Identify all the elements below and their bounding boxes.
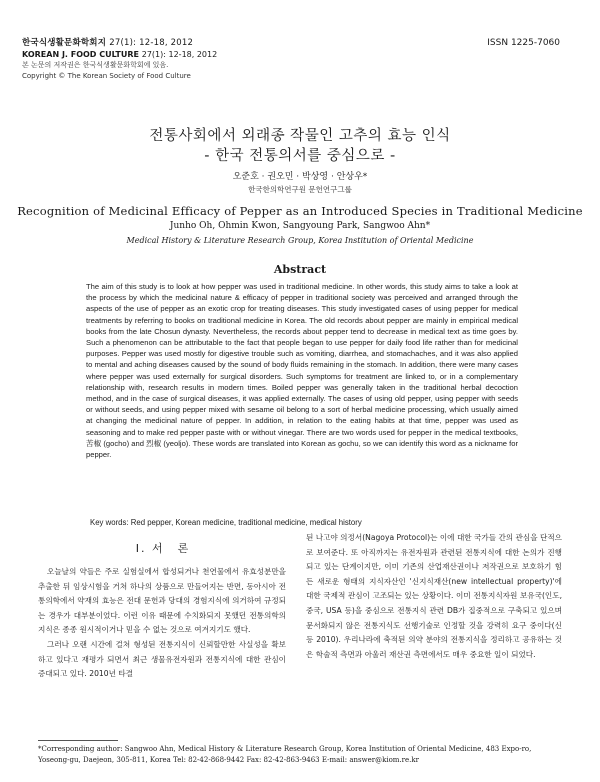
journal-volume-en: 27(1): 12-18, 2012 — [141, 50, 218, 59]
affiliation-korean: 한국한의학연구원 문헌연구그룹 — [248, 185, 352, 194]
abstract-heading: Abstract — [273, 263, 327, 276]
authors-english: Junho Oh, Ohmin Kwon, Sangyoung Park, Sangwoo Ahn* — [169, 221, 431, 231]
copyright-en: Copyright © The Korean Society of Food Culture — [22, 72, 191, 80]
journal-name-en: KOREAN J. FOOD CULTURE — [22, 50, 139, 59]
journal-name-ko: 한국식생활문화학회지 — [22, 38, 107, 48]
title-korean: 전통사회에서 외래종 작물인 고추의 효능 인식 — [149, 128, 451, 144]
paragraph: 그러나 오랜 시간에 걸쳐 형성된 전통지식이 신뢰할만한 사실성을 확보하고 있다고 재평가 되면서 최근 생물유전자원과 전통지식에 대한 관심이 증대되고 있다. 2010년 타결 — [38, 639, 286, 679]
copyright-ko: 본 논문의 저작권은 한국식생활문화학회에 있음. — [22, 61, 169, 69]
paragraph: 된 나고야 의정서(Nagoya Protocol)는 이에 대한 국가들 간의 관심을 단적으로 보여준다. 또 아직까지는 유전자원과 관련된 전통지식에 대한 논의가 진행되고 있는 단계이지만, 이미 기존의 산업재산권이나 저작권으로 보호하기 힘든 새로운 형태의 지식자산인 '신지식재산(new intellectual property)'에 대한 국제적 관심이 고조되는 있는 상황이다. 이미 전통지식자원 보유국(인도, 중국, USA 등)을 중심으로 전통지식 관련 DB가 집중적으로 구축되고 있으며 문서화되지 않은 전통지식도 선행기술로 인정할 것을 강력히 요구 중이다(신 등 2010). 우리나라에 축적된 의약 분야의 전통지식을 정리하고 공유하는 것은 학술적 측면과 아울러 재산권 측면에서도 매우 중요한 일이 되었다. — [306, 533, 562, 659]
journal-header — [22, 38, 322, 82]
subtitle-korean: - 한국 전통의서를 중심으로 - — [204, 148, 396, 164]
corresponding-author-footnote: *Corresponding author: Sangwoo Ahn, Medical History & Literature Research Group, Korea Institution of Oriental Medicine, 483 Expo-ro, Yoseong-gu, Daejeon, 305-811, Korea Tel: 82-42-868-9442 Fax: 82-42-863-9463 E-mail: answer@kiom.re.kr — [38, 745, 532, 764]
abstract-text: The aim of this study is to look at how pepper was used in traditional medicine. In other words, this study aims to take a look at the process by which the medicinal nature & efficacy of pepper in traditional society was perceived and arranged through the aspects of the use of pepper as an exotic crop for treating diseases. This study investigated cases of using pepper for medical treatments by referring to books on traditional medicine in Korea. The old records about pepper are mainly in empirical medical books from the late Chosun dynasty. Nevertheless, the records about pepper tend to decrease in medical text as time goes by. Such a phenomenon can be attributable to the fact that people began to use pepper for daily food life rather than for medicinal purposes. Pepper was used mostly for digestive trouble such as vomiting, diarrhea, and stomachaches, and it was also applied to mental and aching diseases caused by the sound of body fluids remaining in the stomach. In addition, there were many cases where pepper was used externally for surgical disorders. Such symptoms for treatment are linked to, or in a complementary relationship with, research results in modern times. Boiled pepper was generally taken in the traditional herbal decoction method, and in the case of surgical diseases, it was applied externally. The cases of using old pepper, using pepper with seeds or without seeds, and using pepper mixed with sesame oil belong to a sort of herbal medicine processing, which usually aimed at changing the medicinal nature of pepper. In addition, in relation to the eating habits at that time, pepper was used as seasoning and to make red pepper paste with or without vinegar. There are two words used for pepper in the medical textbooks, 苦椒 (gocho) and 烈椒 (yeoljo). These words are translated into Korean as gochu, so we can identify this word as a nickname for pepper. — [86, 282, 518, 460]
footnote-divider — [38, 740, 118, 741]
section-heading-introduction: I. 서 론 — [135, 542, 191, 555]
keywords — [90, 518, 520, 527]
keywords-list: Red pepper, Korean medicine, traditional medicine, medical history — [130, 518, 362, 527]
authors-korean: 오준호 · 권오민 · 박상영 · 안상우* — [232, 172, 368, 182]
affiliation-english: Medical History & Literature Research Group, Korea Institution of Oriental Medicine — [126, 236, 474, 245]
body-column-right — [306, 531, 562, 662]
journal-volume-ko: 27(1): 12-18, 2012 — [109, 38, 194, 48]
paragraph: 오늘날의 약들은 주로 실험실에서 합성되거나 천연물에서 유효성분만을 추출한 뒤 임상시험을 거쳐 하나의 상품으로 만들어지는 반면, 동아시아 전통의학에서 약재의 효능은 전대 문헌과 당대의 경험지식에 의거하여 규정되는 경우가 대부분이었다. 이런 이유 때문에 수치화되지 못했던 전통의학의 지식은 종종 원시적이거나 믿을 수 없는 것으로 여겨지기도 했다. — [38, 567, 286, 635]
issn: ISSN 1225-7060 — [487, 38, 560, 48]
body-column-left — [38, 565, 286, 682]
keywords-label: Key words: — [90, 518, 129, 527]
title-english: Recognition of Medicinal Efficacy of Pepper as an Introduced Species in Traditional Medicine — [17, 204, 583, 218]
